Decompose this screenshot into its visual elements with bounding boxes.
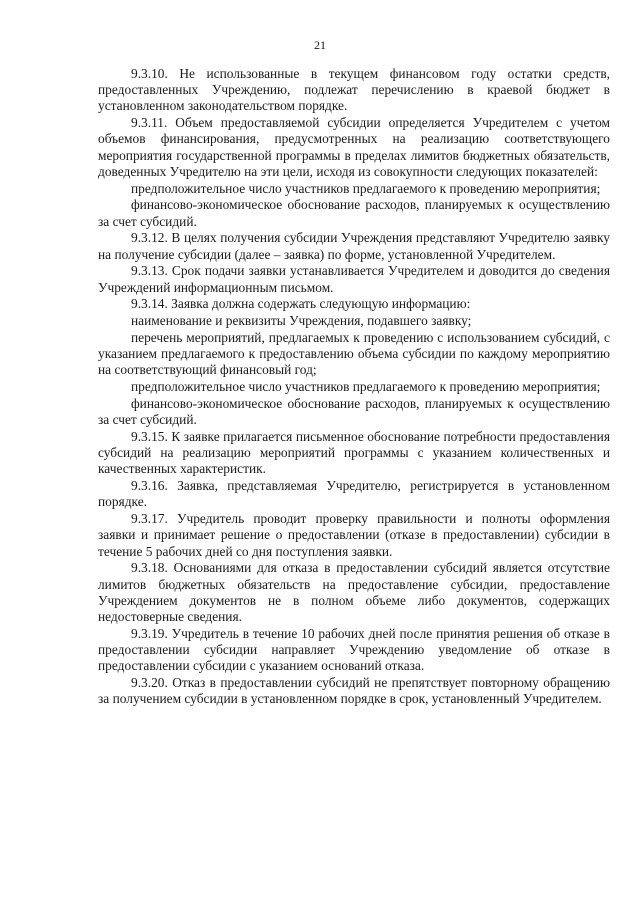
paragraph-participants-count: предположительное число участников предлагаемого к проведению мероприятия; [131, 180, 601, 196]
page-number: 21 [314, 38, 326, 52]
paragraph-participants-count-2: предположительное число участников предлагаемого к проведению мероприятия; [131, 379, 601, 395]
paragraph-9-3-13: 9.3.13. Срок подачи заявки устанавливается Учредителем и доводится до сведения Учреждений информационным письмом. [98, 263, 610, 295]
paragraph-9-3-14: 9.3.14. Заявка должна содержать следующую информацию: [131, 296, 471, 312]
document-body [98, 66, 610, 708]
paragraph-event-list: перечень мероприятий, предлагаемых к проведению с использованием субсидий, с указанием предлагаемого к предоставлению объема субсидии по каждому мероприятию на соответствующий финансовый год; [98, 330, 610, 378]
paragraph-9-3-17: 9.3.17. Учредитель проводит проверку правильности и полноты оформления заявки и принимает решение о предоставлении (отказе в предоставлении) субсидии в течение 5 рабочих дней со дня поступления заявки. [98, 511, 610, 559]
paragraph-financial-justification: финансово-экономическое обоснование расходов, планируемых к осуществлению за счет субсидий. [98, 197, 610, 229]
paragraph-9-3-19: 9.3.19. Учредитель в течение 10 рабочих дней после принятия решения об отказе в предоставлении субсидии направляет Учреждению уведомление об отказе в предоставлении субсидии с указанием оснований отказа. [98, 625, 610, 674]
paragraph-9-3-11: 9.3.11. Объем предоставляемой субсидии определяется Учредителем с учетом объемов финансирования, предусмотренных на реализацию соответствующего мероприятия государственной программы в пределах лимитов бюджетных обязательств, доведенных Учредителю на эти цели, исходя из совокупности следующих показателей: [98, 115, 610, 179]
paragraph-9-3-10: 9.3.10. Не использованные в текущем финансовом году остатки средств, предоставленных Учреждению, подлежат перечислению в краевой бюджет в установленном законодательством порядке. [98, 66, 610, 114]
paragraph-9-3-12: 9.3.12. В целях получения субсидии Учреждения представляют Учредителю заявку на получение субсидии (далее – заявка) по форме, установленной Учредителем. [98, 230, 610, 262]
paragraph-9-3-20: 9.3.20. Отказ в предоставлении субсидий не препятствует повторному обращению за получением субсидии в установленном порядке в срок, установленный Учредителем. [98, 675, 610, 707]
paragraph-financial-justification-2: финансово-экономическое обоснование расходов, планируемых к осуществлению за счет субсидий. [98, 396, 610, 428]
paragraph-name-and-details: наименование и реквизиты Учреждения, подавшего заявку; [131, 313, 472, 329]
paragraph-9-3-18: 9.3.18. Основаниями для отказа в предоставлении субсидий является отсутствие лимитов бюджетных обязательств на предоставление субсидии, предоставление Учреждением документов не в полном объеме либо документов, содержащих недостоверные сведения. [98, 560, 610, 625]
paragraph-9-3-16: 9.3.16. Заявка, представляемая Учредителю, регистрируется в установленном порядке. [98, 478, 610, 510]
paragraph-9-3-15: 9.3.15. К заявке прилагается письменное обоснование потребности предоставления субсидий на реализацию мероприятий программы с указанием количественных и качественных характеристик. [98, 429, 610, 477]
